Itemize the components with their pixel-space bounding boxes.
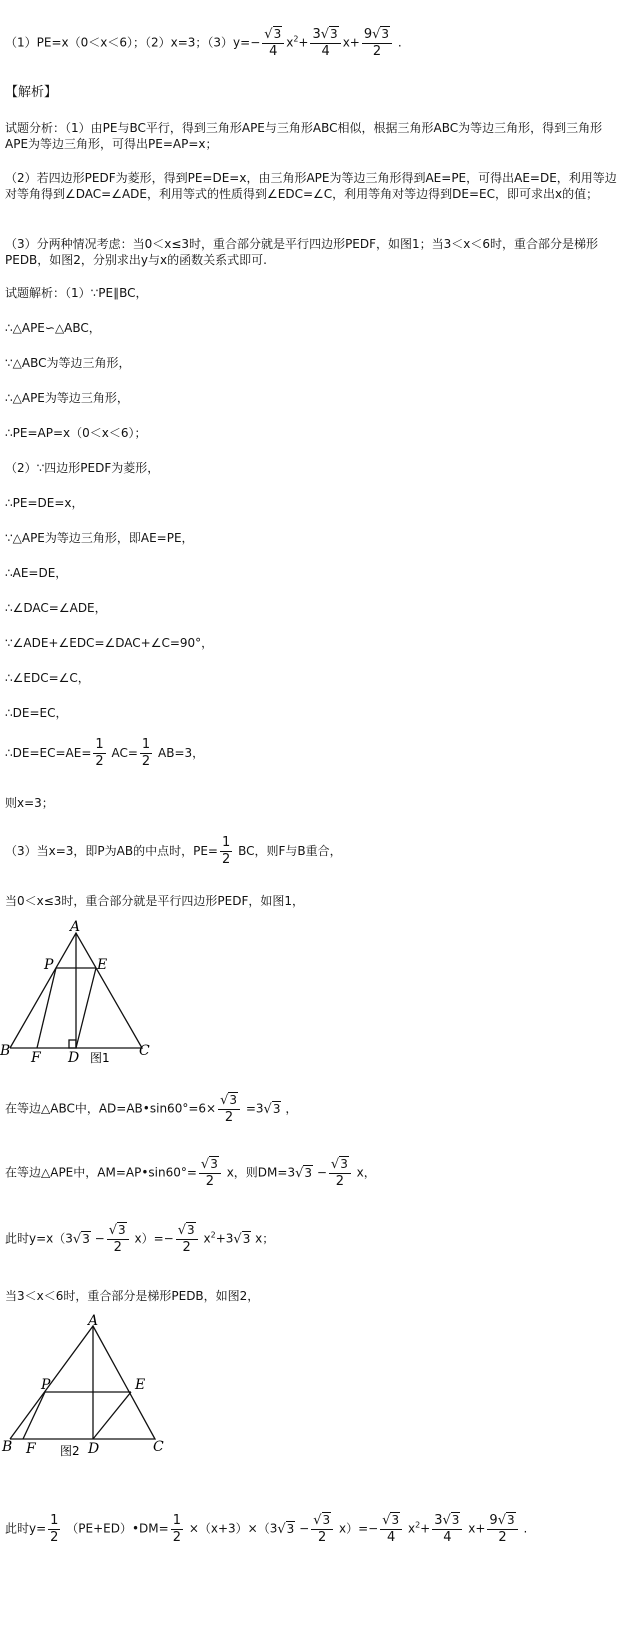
fraction: $\frac{3√3}{4}$ [432,1512,462,1546]
analysis-p3: （3）分两种情况考虑：当0＜x≤3时，重合部分就是平行四边形PEDF，如图1；当3＜x＜6时，重合部分是梯形PEDB，如图2，分别求出y与x的函数关系式即可. [5,237,599,267]
solution-line: ∴DE=EC， [5,706,68,720]
fraction: $\frac{√3}{2}$ [107,1222,129,1256]
solution-line: 试题解析：（1）∵PE∥BC， [5,286,148,300]
fraction: $\frac{3√3}{4}$ [310,26,340,60]
label-b: B [0,1043,11,1059]
solution-line: ∵∠ADE+∠EDC=∠DAC+∠C=90°， [5,636,214,650]
solution-line: 当0＜x≤3时，重合部分就是平行四边形PEDF，如图1， [5,894,305,908]
fraction: $\frac{√3}{4}$ [380,1512,402,1546]
solution-line: （2）∵四边形PEDF为菱形， [5,461,160,475]
label-a: A [88,1314,99,1329]
solution-line: ∵△APE为等边三角形，即AE=PE， [5,531,194,545]
label-a: A [70,919,81,935]
fraction: $\frac{√3}{4}$ [262,26,284,60]
label-f: F [26,1441,36,1457]
sqrt-sign: √ [264,27,273,42]
fraction: $\frac{√3}{2}$ [329,1156,351,1190]
segment-pf [23,1392,45,1439]
solution-line: （3）当x=3，即P为AB的中点时，PE= $\frac{1}{2}$ BC，则F与B重合， [5,835,342,867]
analysis-p1: 试题分析：（1）由PE与BC平行，得到三角形APE与三角形ABC相似，根据三角形ABC为等边三角形，得到三角形APE为等边三角形，可得出PE=AP=x； [5,121,603,151]
fraction: $\frac{1}{2}$ [95,737,104,769]
figure-1 [0,918,170,1068]
fraction: $\frac{√3}{2}$ [218,1092,240,1126]
segment-ed [76,968,96,1048]
label-e: E [135,1377,146,1393]
triangle-abc [10,1326,155,1439]
solution-line: ∴AE=DE， [5,566,68,580]
analysis-p2: （2）若四边形PEDF为菱形，得到PE=DE=x，由三角形APE为等边三角形得到AE=PE，可得出AE=DE，利用等边对等角得到∠DAC=∠ADE，利用等式的性质得到∠EDC=∠C，利用等角对等边得到DE=EC，即可求出x的值； [5,171,617,201]
fraction: $\frac{√3}{2}$ [176,1222,198,1256]
fraction: $\frac{1}{2}$ [50,1512,59,1545]
solution-line: 当3＜x＜6时，重合部分是梯形PEDB，如图2， [5,1289,260,1303]
fraction: $\frac{1}{2}$ [172,1512,181,1545]
solution-line: ∵△ABC为等边三角形， [5,356,131,370]
fraction: $\frac{√3}{2}$ [199,1156,221,1190]
label-c: C [139,1043,150,1059]
solution-line: 则x=3； [5,796,54,810]
solution-line: ∴∠DAC=∠ADE， [5,601,107,615]
label-c: C [153,1439,164,1455]
fraction: $\frac{9√3}{2}$ [362,26,392,60]
label-e: E [97,957,108,973]
solution-line: 此时y= $\frac{1}{2}$ （PE+ED）•DM= $\frac{1}{2}$ ×（x+3）×（3√3 − $\frac{√3}{2}$ x）=− $\frac{√3}{4}$ $x^2+$ $\frac{3√3}{4}$ x+ $\frac{9√3}{2}$ . [5,1512,528,1545]
right-angle-mark [69,1040,76,1048]
answer-line: （1）PE=x（0＜x＜6）；（2）x=3；（3）y=− $\frac{√3}{4}$ $x^2+$ $\frac{3√3}{4}$ x+ $\frac{9√3}{2}$ . [5,27,402,59]
solution-line: ∴△APE为等边三角形， [5,391,129,405]
figure-1-caption: 图1 [90,1051,110,1065]
solution-line: ∴DE=EC=AE= $\frac{1}{2}$ AC= $\frac{1}{2}$ AB=3， [5,737,205,769]
figure-2-svg [0,1314,175,1464]
label-d: D [88,1441,100,1457]
label-d: D [68,1050,80,1066]
jiexi-heading: 【解析】 [5,85,58,100]
solution-line: ∴∠EDC=∠C， [5,671,90,685]
solution-line: ∴PE=DE=x， [5,496,84,510]
solution-line: 在等边△APE中，AM=AP•sin60°= $\frac{√3}{2}$ x，则DM=3√3 − $\frac{√3}{2}$ x， [5,1157,376,1189]
fraction: $\frac{1}{2}$ [221,835,231,867]
fraction: $\frac{9√3}{2}$ [487,1512,517,1546]
label-p: P [44,957,54,973]
fraction: $\frac{√3}{2}$ [311,1512,333,1546]
label-f: F [31,1050,41,1066]
segment-pf [37,968,56,1048]
solution-line: ∴PE=AP=x（0＜x＜6）； [5,426,147,440]
solution-line: 此时y=x（3√3 − $\frac{√3}{2}$ x）=− $\frac{√3}{2}$ $x^2+3√3$ x； [5,1223,275,1255]
label-b: B [2,1439,13,1455]
fraction: $\frac{1}{2}$ [141,737,151,769]
solution-line: ∴△APE∽△ABC， [5,321,101,335]
figure-2 [0,1314,175,1464]
answer-prefix: （1）PE=x（0＜x＜6）；（2）x=3；（3）y=− [5,35,261,50]
label-p: P [41,1377,51,1393]
solution-line: 在等边△ABC中，AD=AB•sin60°=6× $\frac{√3}{2}$ =3√3 ， [5,1093,298,1125]
figure-2-caption: 图2 [60,1444,80,1458]
segment-ed [93,1392,131,1439]
figure-1-svg [0,918,170,1068]
